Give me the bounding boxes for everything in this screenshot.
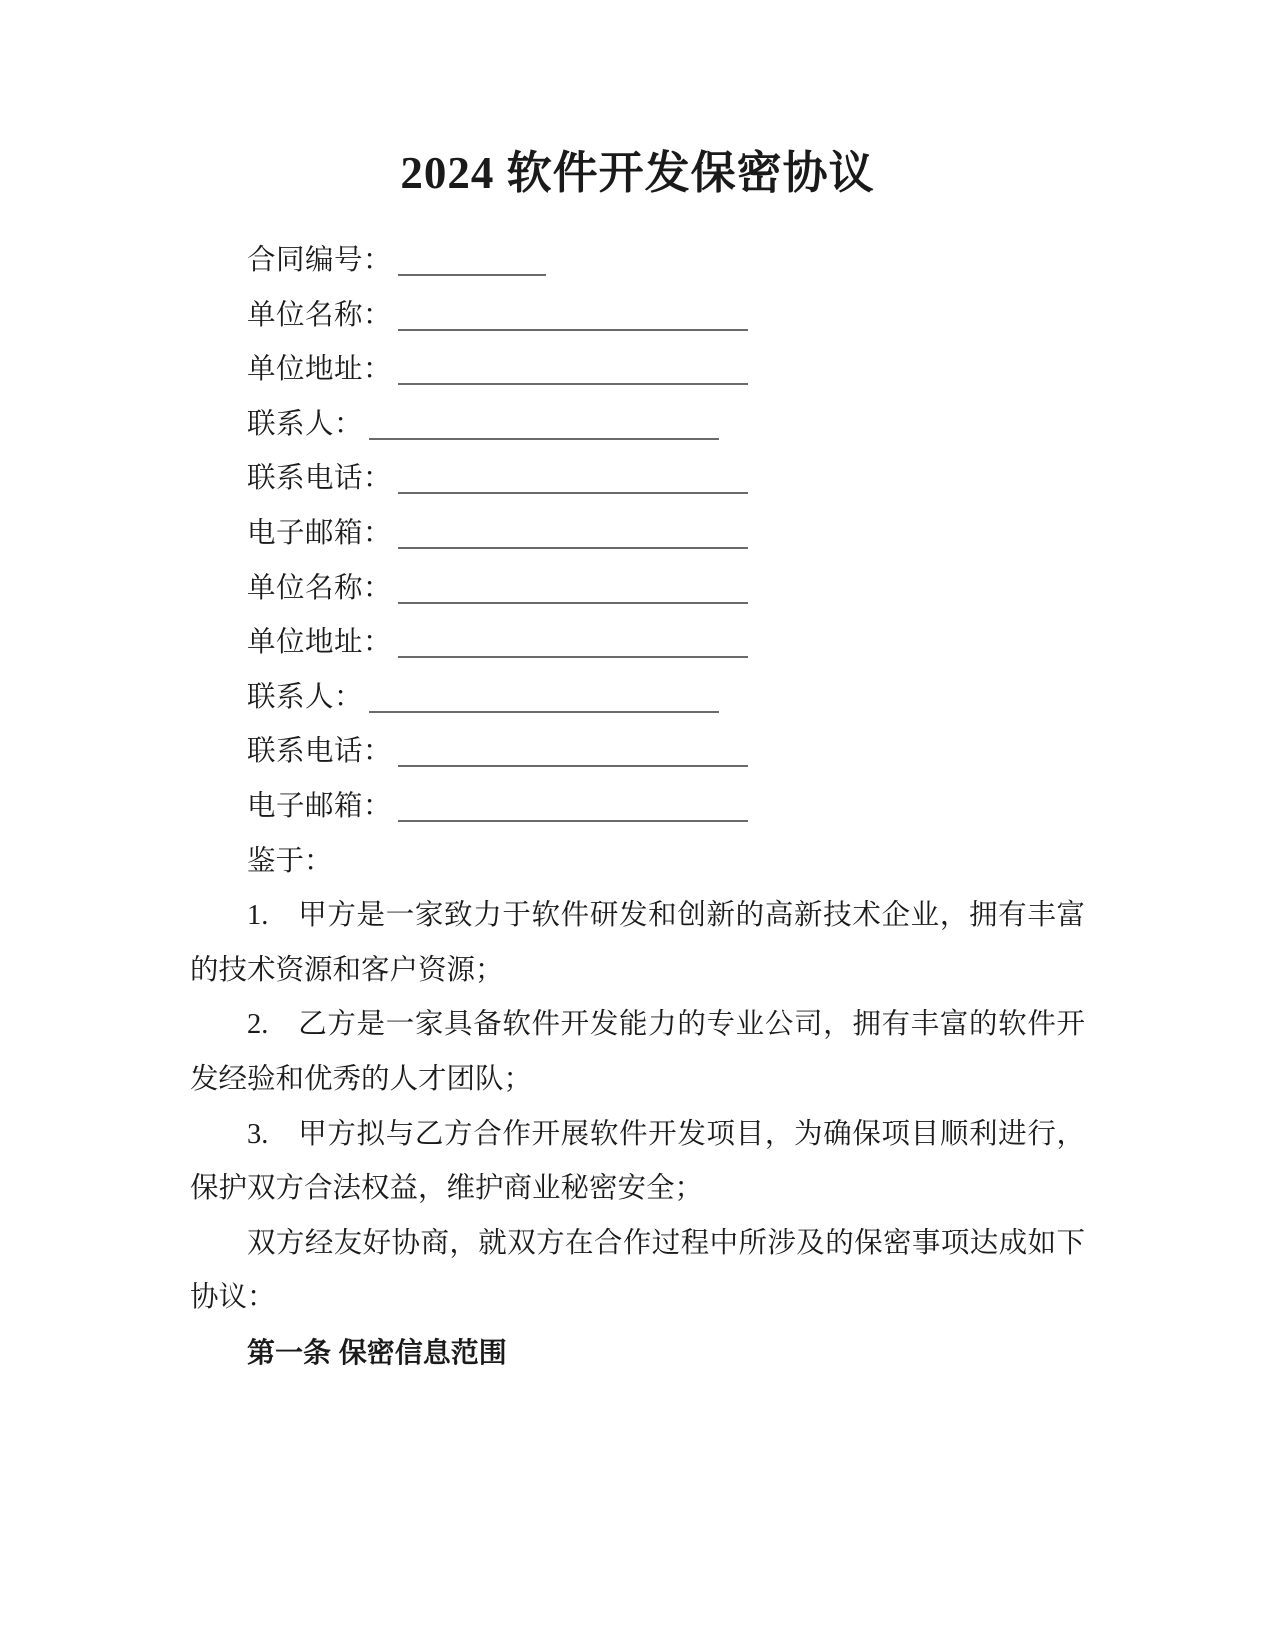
form-field-row xyxy=(190,398,1085,453)
form-field-blank-line[interactable] xyxy=(369,677,719,713)
form-field-blank-line[interactable] xyxy=(398,240,546,276)
form-field-blank-line[interactable] xyxy=(398,786,748,822)
form-field-row xyxy=(190,289,1085,344)
form-field-label: 联系人： xyxy=(247,681,364,713)
form-field-blank-line[interactable] xyxy=(398,458,748,494)
document-body xyxy=(190,234,1085,1380)
preamble-paragraphs xyxy=(190,889,1085,1326)
document-title: 2024 软件开发保密协议 xyxy=(400,148,875,198)
form-field-blank-line[interactable] xyxy=(398,622,748,658)
form-field-label: 单位名称： xyxy=(247,299,393,331)
form-field-blank-line[interactable] xyxy=(369,404,719,440)
preamble-paragraph: 2. 乙方是一家具备软件开发能力的专业公司，拥有丰富的软件开发经验和优秀的人才团队； xyxy=(190,1009,1085,1095)
form-field-row xyxy=(190,780,1085,835)
form-field-label: 合同编号： xyxy=(247,245,393,276)
whereas-label: 鉴于： xyxy=(247,845,333,877)
section-1-heading: 第一条 保密信息范围 xyxy=(247,1336,507,1368)
form-field-row xyxy=(190,343,1085,398)
form-field-blank-line[interactable] xyxy=(398,568,748,604)
form-field-row xyxy=(190,452,1085,507)
form-field-blank-line[interactable] xyxy=(398,513,748,549)
form-field-label: 单位地址： xyxy=(247,354,393,386)
preamble-paragraph: 3. 甲方拟与乙方合作开展软件开发项目，为确保项目顺利进行，保护双方合法权益，维护商业秘密安全； xyxy=(190,1118,1085,1205)
form-field-row xyxy=(190,725,1085,780)
form-field-blank-line[interactable] xyxy=(398,295,748,331)
form-field-blank-line[interactable] xyxy=(398,731,748,767)
form-field-row xyxy=(190,507,1085,562)
form-field-label: 单位名称： xyxy=(247,572,393,604)
preamble-paragraph: 1. 甲方是一家致力于软件研发和创新的高新技术企业，拥有丰富的技术资源和客户资源； xyxy=(190,900,1085,986)
form-field-label: 电子邮箱： xyxy=(247,517,393,549)
form-field-blank-line[interactable] xyxy=(398,349,748,385)
form-field-label: 联系电话： xyxy=(247,463,393,495)
form-field-row xyxy=(190,616,1085,671)
form-field-row xyxy=(190,562,1085,617)
form-field-row xyxy=(190,234,1085,289)
form-field-label: 联系电话： xyxy=(247,736,393,768)
form-field-label: 电子邮箱： xyxy=(247,790,393,822)
form-field-label: 联系人： xyxy=(247,408,364,440)
form-field-label: 单位地址： xyxy=(247,627,393,659)
form-field-row xyxy=(190,671,1085,726)
preamble-paragraph: 双方经友好协商，就双方在合作过程中所涉及的保密事项达成如下协议： xyxy=(190,1227,1085,1314)
contract-header-form xyxy=(190,234,1085,835)
